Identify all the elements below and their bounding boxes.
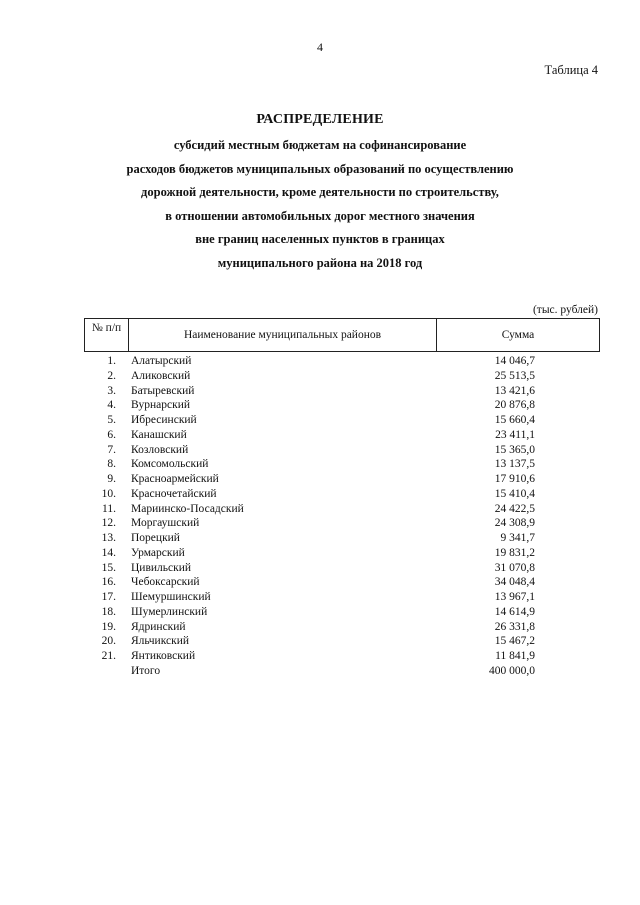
row-sum: 34 048,4 [494, 576, 535, 589]
row-num: 21. [101, 650, 116, 662]
row-name: Красноармейский [131, 473, 219, 485]
title-line: вне границ населенных пунктов в границах [195, 232, 445, 246]
title-line: муниципального района на 2018 год [217, 255, 423, 270]
row-num: 6. [107, 428, 116, 441]
row-name: Алатырский [131, 355, 192, 367]
row-name: Янтиковский [131, 650, 196, 662]
row-name: Мариинско-Посадский [131, 502, 244, 515]
units-label: (тыс. рублей) [532, 304, 598, 316]
row-name: Батыревский [131, 384, 195, 397]
table-row [84, 516, 600, 531]
table-row [84, 561, 600, 576]
title-line: субсидий местным бюджетам на софинансирование [173, 138, 467, 152]
row-sum: 14 046,7 [494, 355, 535, 367]
row-sum: 15 467,2 [494, 635, 535, 648]
row-sum: 25 513,5 [494, 369, 535, 382]
row-sum: 23 411,1 [495, 428, 535, 441]
title-line: расходов бюджетов муниципальных образований по осуществлению [126, 161, 514, 176]
row-sum: 19 831,2 [494, 546, 535, 559]
total-label: Итого [131, 664, 161, 677]
row-name: Канашский [131, 428, 187, 441]
page-number: 4 [317, 40, 323, 54]
row-name: Ибресинский [131, 414, 197, 426]
row-name: Яльчикский [131, 635, 190, 648]
row-num: 4. [107, 399, 116, 412]
table-row [84, 649, 600, 664]
row-num: 13. [101, 532, 116, 544]
row-sum: 31 070,8 [494, 561, 535, 574]
row-name: Красночетайский [131, 487, 217, 500]
row-name: Аликовский [131, 369, 191, 382]
distribution-table [84, 318, 600, 679]
row-name: Козловский [131, 443, 189, 456]
row-num: 12. [101, 517, 116, 530]
row-sum: 26 331,8 [494, 620, 535, 633]
table-row [84, 575, 600, 590]
row-name: Урмарский [131, 546, 185, 559]
row-sum: 20 876,8 [494, 399, 535, 412]
row-num: 8. [107, 458, 116, 471]
row-num: 11. [102, 502, 116, 515]
table-row [84, 428, 600, 443]
row-num: 2. [107, 369, 116, 382]
table-row [84, 634, 600, 649]
header-name: Наименование муниципальных районов [129, 319, 437, 351]
row-num: 19. [101, 620, 116, 633]
row-name: Чебоксарский [131, 576, 200, 589]
table-header [84, 318, 600, 352]
row-num: 7. [107, 443, 116, 456]
row-num: 16. [101, 576, 116, 589]
row-sum: 13 421,6 [494, 384, 535, 397]
row-num: 10. [101, 487, 116, 500]
row-num: 20. [101, 635, 116, 648]
row-sum: 24 308,9 [494, 517, 535, 530]
table-row [84, 398, 600, 413]
row-name: Шумерлинский [131, 605, 208, 618]
row-sum: 11 841,9 [495, 650, 535, 662]
table-row [84, 590, 600, 605]
title-block [0, 112, 640, 275]
row-num: 3. [107, 384, 116, 397]
row-sum: 15 410,4 [494, 487, 535, 500]
row-sum: 15 660,4 [494, 414, 535, 426]
total-sum: 400 000,0 [489, 664, 535, 677]
row-num: 18. [101, 605, 116, 618]
row-name: Комсомольский [131, 458, 209, 471]
table-label: Таблица 4 [544, 63, 598, 77]
row-sum: 14 614,9 [494, 605, 535, 618]
total-row [84, 664, 600, 679]
table-row [84, 546, 600, 561]
table-row [84, 502, 600, 517]
row-name: Моргаушский [131, 517, 200, 530]
table-row [84, 605, 600, 620]
row-name: Шемуршинский [131, 591, 211, 603]
row-num: 14. [101, 546, 116, 559]
header-num: № п/п [85, 319, 129, 351]
table-row [84, 369, 600, 384]
table-row [84, 413, 600, 428]
row-name: Вурнарский [131, 399, 191, 412]
row-num: 5. [107, 414, 116, 426]
row-sum: 9 341,7 [500, 532, 535, 544]
title-line: дорожной деятельности, кроме деятельности по строительству, [141, 185, 499, 199]
table-row [84, 472, 600, 487]
row-sum: 15 365,0 [494, 443, 535, 456]
title-line: в отношении автомобильных дорог местного значения [165, 208, 475, 223]
table-row [84, 384, 600, 399]
row-name: Цивильский [131, 561, 192, 574]
table-row [84, 531, 600, 546]
table-row [84, 620, 600, 635]
header-sum: Сумма [501, 329, 535, 341]
title-main: РАСПРЕДЕЛЕНИЕ [256, 112, 384, 127]
table-row [84, 354, 600, 369]
table-row [84, 487, 600, 502]
row-sum: 24 422,5 [494, 502, 535, 515]
row-sum: 17 910,6 [494, 473, 535, 485]
table-row [84, 443, 600, 458]
row-num: 9. [107, 473, 116, 485]
row-name: Ядринский [131, 620, 186, 633]
row-name: Порецкий [131, 532, 180, 544]
row-sum: 13 967,1 [494, 591, 535, 603]
total-num [84, 664, 128, 679]
table-row [84, 457, 600, 472]
row-sum: 13 137,5 [494, 458, 535, 471]
row-num: 1. [107, 355, 116, 367]
row-num: 17. [101, 591, 116, 603]
row-num: 15. [101, 561, 116, 574]
